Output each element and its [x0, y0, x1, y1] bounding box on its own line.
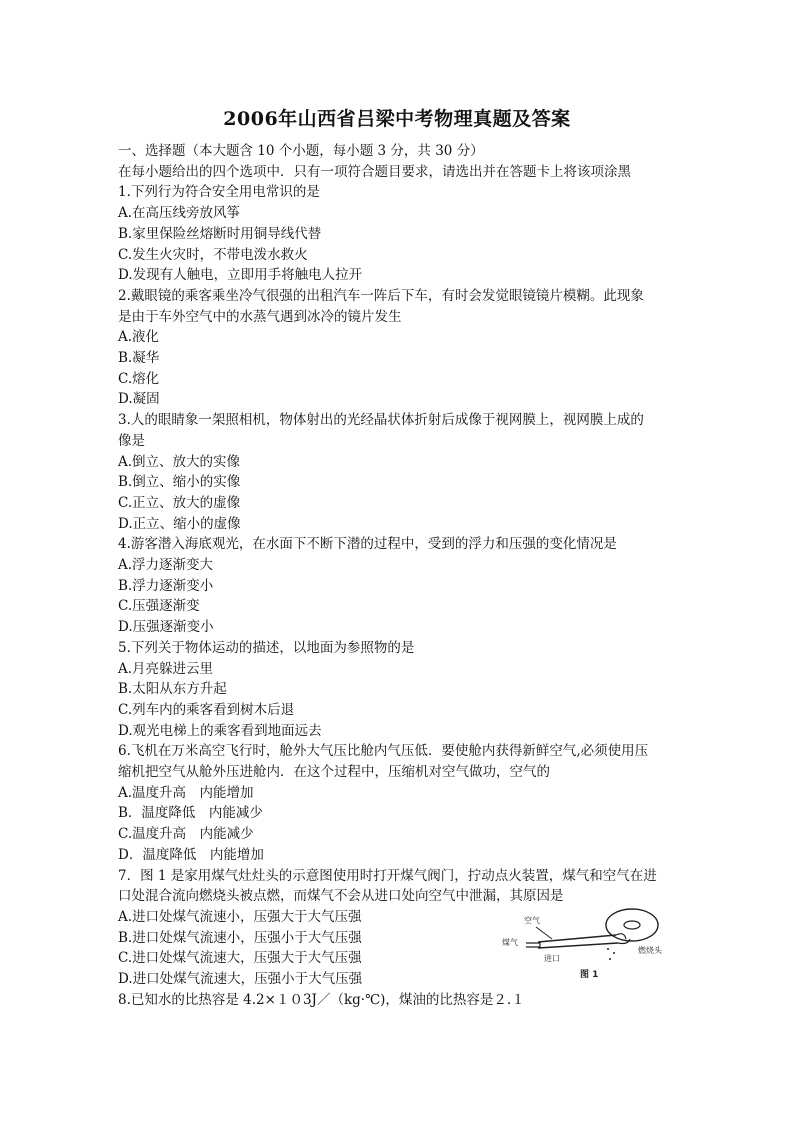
burner-head-outer: [606, 909, 658, 941]
text-line: 在每小题给出的四个选项中．只有一项符合题目要求，请选出并在答题卡上将该项涂黑: [118, 163, 631, 180]
text-line: 8.已知水的比热容是 4.2×１０3J／（kg·℃)，煤油的比热容是２.１: [118, 991, 525, 1008]
text-line: B.凝华: [118, 350, 160, 366]
label-air: 空气: [524, 916, 540, 925]
text-line: A.月亮躲进云里: [118, 660, 214, 677]
text-line: D.进口处煤气流速大，压强小于大气压强: [118, 971, 363, 987]
text-line: 像是: [118, 432, 145, 449]
text-line: A.液化: [118, 329, 160, 346]
text-line: D.发现有人触电，立即用手将触电人拉开: [118, 267, 363, 284]
text-line: 6.飞机在万米高空飞行时，舱外大气压比舱内气压低．要使舱内获得新鲜空气,必须使用压: [118, 743, 649, 760]
text-line: A.在高压线旁放风筝: [118, 205, 241, 222]
text-line: B.倒立、缩小的实像: [118, 474, 241, 491]
air-arrow: [536, 927, 552, 939]
page-title: 2006年山西省吕梁中考物理真题及答案: [223, 108, 571, 130]
figure-caption: 图 1: [580, 970, 599, 980]
text-line: C.正立、放大的虚像: [118, 494, 241, 511]
text-line: A.温度升高 内能增加: [118, 784, 254, 801]
text-line: 口处混合流向燃烧头被点燃，而煤气不会从进口处向空气中泄漏，其原因是: [118, 888, 564, 905]
text-line: C.列车内的乘客看到树木后退: [118, 701, 295, 718]
text-line: D.压强逐渐变小: [118, 619, 214, 636]
text-line: B.浮力逐渐变小: [118, 577, 214, 594]
text-line: D.观光电梯上的乘客看到地面远去: [118, 722, 322, 739]
text-line: B.进口处煤气流速小，压强小于大气压强: [118, 929, 362, 946]
text-line: C.发生火灾时，不带电泼水救火: [118, 246, 308, 263]
text-line: B．温度降低 内能减少: [118, 805, 263, 822]
text-line: B.太阳从东方升起: [118, 681, 227, 698]
text-line: 7．图 1 是家用煤气灶灶头的示意图使用时打开煤气阀门，拧动点火装置，煤气和空气在进: [118, 867, 657, 884]
text-line: 5.下列关于物体运动的描述，以地面为参照物的是: [118, 639, 415, 656]
text-line: 4.游客潜入海底观光，在水面下不断下潜的过程中，受到的浮力和压强的变化情况是: [118, 536, 617, 553]
text-line: D．温度降低 内能增加: [118, 846, 264, 863]
stove-diagram: [500, 905, 672, 983]
label-inlet: 进口: [544, 954, 560, 963]
text-line: A.倒立、放大的实像: [118, 453, 241, 470]
text-line: C.进口处煤气流速大，压强大于大气压强: [118, 950, 362, 967]
text-line: C.熔化: [118, 370, 160, 387]
text-line: D.正立、缩小的虚像: [118, 515, 241, 532]
text-line: D.凝固: [118, 391, 160, 408]
text-line: 一、选择题（本大题含 10 个小题，每小题 3 分，共 30 分）: [118, 143, 484, 159]
label-burner: 燃烧头: [638, 946, 662, 955]
text-line: C.压强逐渐变: [118, 598, 200, 615]
label-gas: 煤气: [502, 938, 518, 947]
text-line: 是由于车外空气中的水蒸气遇到冰冷的镜片发生: [118, 308, 402, 325]
text-line: A.进口处煤气流速小，压强大于大气压强: [118, 908, 362, 925]
burner-head-inner: [624, 921, 640, 929]
text-line: B.家里保险丝熔断时用铜导线代替: [118, 225, 322, 242]
text-line: A.浮力逐渐变大: [118, 557, 214, 573]
text-line: 3.人的眼睛象一架照相机，物体射出的光经晶状体折射后成像于视网膜上，视网膜上成的: [118, 412, 644, 429]
gas-nozzle: [526, 943, 540, 947]
text-line: C.温度升高 内能减少: [118, 826, 254, 843]
text-line: 缩机把空气从舱外压进舱内．在这个过程中，压缩机对空气做功，空气的: [118, 764, 550, 780]
text-line: 2.戴眼镜的乘客乘坐冷气很强的出租汽车一阵后下车，有时会发觉眼镜镜片模糊。此现象: [118, 287, 644, 304]
text-line: 1.下列行为符合安全用电常识的是: [118, 184, 320, 201]
